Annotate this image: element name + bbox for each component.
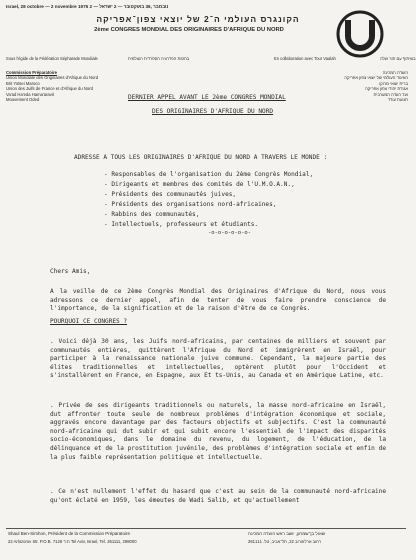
congress-dates: Israel, 28 octobre — 2 novembre 1975 2 — נובמבר ,36 באוקטובר — 2 ישראל	[6, 4, 169, 9]
paragraph-intro: A la veille de ce 2ème Congrès Mondial des Originaires d'Afrique du Nord, nous vous adressons ce dernier appel, afin de tenter de vous faire prendre conscience de l'importance, de la signification et de la raison d'être de ce Congrès.	[50, 288, 386, 313]
list-item: - Présidents des organisations nord-africaines,	[104, 201, 277, 208]
list-item: - Intellectuels, professeurs et étudiants.	[104, 221, 259, 228]
committee-item-hebrew: אגודת יהודי צפון אפריקה	[365, 86, 408, 92]
committee-item: Va'ad Ha'eda Hama'aravit	[6, 91, 54, 97]
committee-item-hebrew: ועד העדה המערבית	[373, 91, 408, 97]
congress-title-french: 2ème CONGRES MONDIAL DES ORIGINAIRES D'AFRIQUE DU NORD	[94, 27, 284, 33]
recipient-list	[104, 170, 313, 230]
separator: -o-o-o-o-o-o-	[208, 230, 252, 236]
collaboration-text-hebrew: בשיתוף עם תור ועלה	[380, 56, 416, 61]
footer-president-hebrew: שאול בן־שמחון, יושב ראש הועדה המכינה	[248, 531, 326, 536]
list-item: - Présidents des communautés juives,	[104, 191, 237, 198]
committee-item-hebrew: תנועת עודד	[387, 97, 408, 103]
list-item: - Dirigeants et membres des comités de l'U.M.O.A.N.,	[104, 181, 295, 188]
committee-item-hebrew: הועדה המכינה	[382, 70, 408, 75]
committee-list-french	[6, 70, 98, 102]
greeting: Chers Amis,	[50, 268, 91, 275]
paragraph-history: . Voici déjà 30 ans, les Juifs nord-africains, par centaines de milliers et souvent par communautés entières, quittèrent l'Afrique du Nord et immigrèrent en Israël, pour participer à la renaissance nationale juive commune. Cependant, la majeure partie des élites traditionnelles et intellectuelles, optèrent plutôt pour l'Occident et s'installèrent en France, en Espagne, aux Et ts-Unis, au Canada et en Amérique Latine, etc.	[50, 338, 386, 380]
committee-item: Commission Préparatoire	[6, 70, 57, 75]
headline-line-1: DERNIER APPEL AVANT LE 2ème CONGRES MONDIAL	[128, 94, 286, 101]
committee-item: Mouvement Oded	[6, 97, 40, 103]
committee-item: Brit Yotsei Maroco	[6, 80, 40, 86]
headline-line-2: DES ORIGINAIRES D'AFRIQUE DU NORD	[152, 108, 274, 115]
footer-president: Shaul Ben-Simhon, Président de la Commission Préparatoire	[8, 531, 131, 536]
address-line: ADRESSE A TOUS LES ORIGINAIRES D'AFRIQUE DU NORD A TRAVERS LE MONDE :	[74, 154, 328, 161]
congress-title-hebrew: הקונגרס העולמי ה־2 של יוצאי צפון־אפריקה	[96, 14, 300, 24]
footer-divider	[6, 528, 406, 529]
footer-address-hebrew: רחוב ארלוזורוב 22, תל־אביב, טל. 261111	[248, 539, 322, 544]
patronage-text-hebrew: בחסות הפדרציה הספרדית העולמית	[128, 56, 190, 61]
collaboration-text: En collaboration avec Tour Vaalah	[274, 56, 336, 61]
committee-list-hebrew	[328, 70, 408, 102]
congress-logo-icon	[336, 10, 384, 58]
committee-item-hebrew: האיגוד העולמי של יוצאי צפון אפריקה	[344, 75, 408, 81]
footer-address: 22 Arlozorov Str. P.O.B. 7126 ת.ד Tel Aviv, Israel, Tel. 261111, 298000	[8, 539, 137, 544]
list-item: - Responsables de l'organisation du 2ème Congrès Mondial,	[104, 171, 314, 178]
paragraph-problems: . Privée de ses dirigeants traditionnels ou naturels, la masse nord-africaine en Israël, dut affronter toute seule de nombreux problèmes d'intégration économique et sociale, aggravés encore davantage par des facteurs objectifs et subjectifs. C'est la communauté nord-africaine qui dut subir et qui subit encore l'essentiel de l'impact des disparités socio-économiques, dans le domaine du revenu, du logement, de l'éducation, de la délinquance et de la prostitution juvénile, des problèmes d'intégration sociale et enfin de la plus faible représentation politique et intellectuelle.	[50, 402, 386, 461]
paragraph-wadi-salib: . Ce n'est nullement l'effet du hasard que c'est au sein de la communauté nord-africaine qu'ont éclaté en 1959, les émeutes de Wadi Salib, et qu'actuellement	[50, 488, 386, 504]
committee-item-hebrew: ברית יוצאי מרוקו	[379, 80, 408, 86]
committee-item: Union des Juifs de France et d'Afrique du Nord	[6, 86, 93, 92]
section-heading: POURQUOI CE CONGRES ?	[50, 318, 128, 325]
committee-item: Union Mondiale des Originaires d'Afrique du Nord	[6, 75, 99, 81]
list-item: - Rabbins des communautés,	[104, 211, 200, 218]
patronage-text: Sous l'égide de la Fédération Sépharade Mondiale	[6, 56, 98, 61]
